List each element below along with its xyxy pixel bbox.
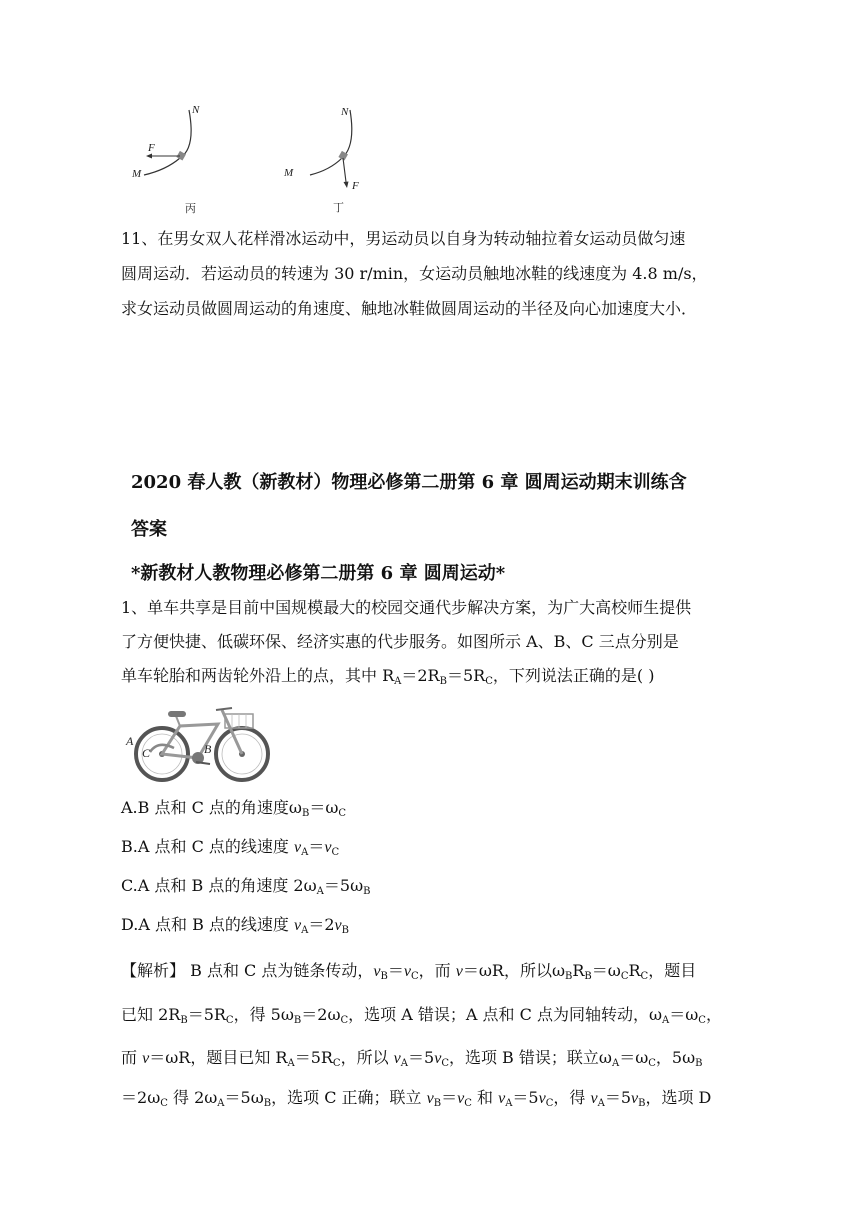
q1-line-3: 单车轮胎和两齿轮外沿上的点，其中 $R_A=2R_B=5R_C$，下列说法正确的是( ) — [121, 666, 655, 687]
option-c: C.A 点和 B 点的角速度 $2\omega_A=5\omega_B$ — [121, 876, 371, 897]
q11-line-3: 求女运动员做圆周运动的角速度、触地冰鞋做圆周运动的半径及向心加速度大小． — [121, 299, 698, 318]
q11-line-2: 圆周运动．若运动员的转速为 30 r/min，女运动员触地冰鞋的线速度为 4.8 m/s， — [121, 264, 708, 283]
figure-bing — [128, 100, 228, 215]
analysis-line-1: 【解析】 B 点和 C 点为链条传动，$v_B=v_C$，而 v＝ωR，所以$\omega_BR_B=\omega_CR_C$，题目 — [121, 961, 697, 982]
q11-line-1: 11、在男女双人花样滑冰运动中，男运动员以自身为转动轴拉着女运动员做匀速 — [121, 229, 686, 248]
option-d: D.A 点和 B 点的线速度 $v_A=2v_B$ — [121, 915, 350, 936]
label-m: M — [284, 167, 294, 179]
q1-line-1: 1、单车共享是目前中国规模最大的校园交通代步解决方案，为广大高校师生提供 — [121, 598, 692, 617]
bicycle-image — [122, 702, 272, 784]
option-b: B.A 点和 C 点的线速度 $v_A=v_C$ — [121, 837, 340, 858]
label-c: C — [142, 746, 151, 760]
analysis-label: 【解析】 — [121, 961, 186, 980]
label-b: B — [204, 742, 212, 756]
label-f: F — [352, 180, 359, 192]
curve-diagram-bing — [128, 100, 228, 212]
document-title-cont: 答案 — [131, 519, 167, 540]
figure-ding — [280, 100, 380, 212]
label-n: N — [341, 106, 349, 118]
figure-caption: 丁 — [333, 201, 344, 214]
label-m: M — [132, 168, 142, 180]
curve-diagram-ding — [280, 100, 380, 212]
label-a: A — [126, 734, 134, 748]
analysis-line-2: 已知 $2R_B=5R_C$，得 $5\omega_B=2\omega_C$，选项 A 错误；A 点和 C 点为同轴转动，$\omega_A=\omega_C$， — [121, 1005, 722, 1026]
analysis-line-3: 而 v＝ωR，题目已知 $R_A=5R_C$，所以 $v_A=5v_C$，选项 B 错误；联立$\omega_A=\omega_C$，$5\omega_B$ — [121, 1048, 703, 1069]
option-a: A.B 点和 C 点的角速度$\omega_B=\omega_C$ — [121, 798, 347, 819]
bicycle-drawing — [122, 702, 272, 784]
figure-caption: 丙 — [185, 202, 196, 215]
document-title: 2020 春人教（新教材）物理必修第二册第 6 章 圆周运动期末训练含 — [131, 472, 687, 493]
analysis-line-4: $=2\omega_C$ 得 $2\omega_A=5\omega_B$，选项 C 正确；联立 $v_B=v_C$ 和 $v_A=5v_C$，得 $v_A=5v_B$，选项 D — [121, 1088, 712, 1109]
q1-line-2: 了方便快捷、低碳环保、经济实惠的代步服务。如图所示 A、B、C 三点分别是 — [121, 632, 679, 651]
label-n: N — [192, 104, 200, 116]
document-subtitle: *新教材人教物理必修第二册第 6 章 圆周运动* — [131, 563, 506, 584]
label-f: F — [148, 142, 155, 154]
